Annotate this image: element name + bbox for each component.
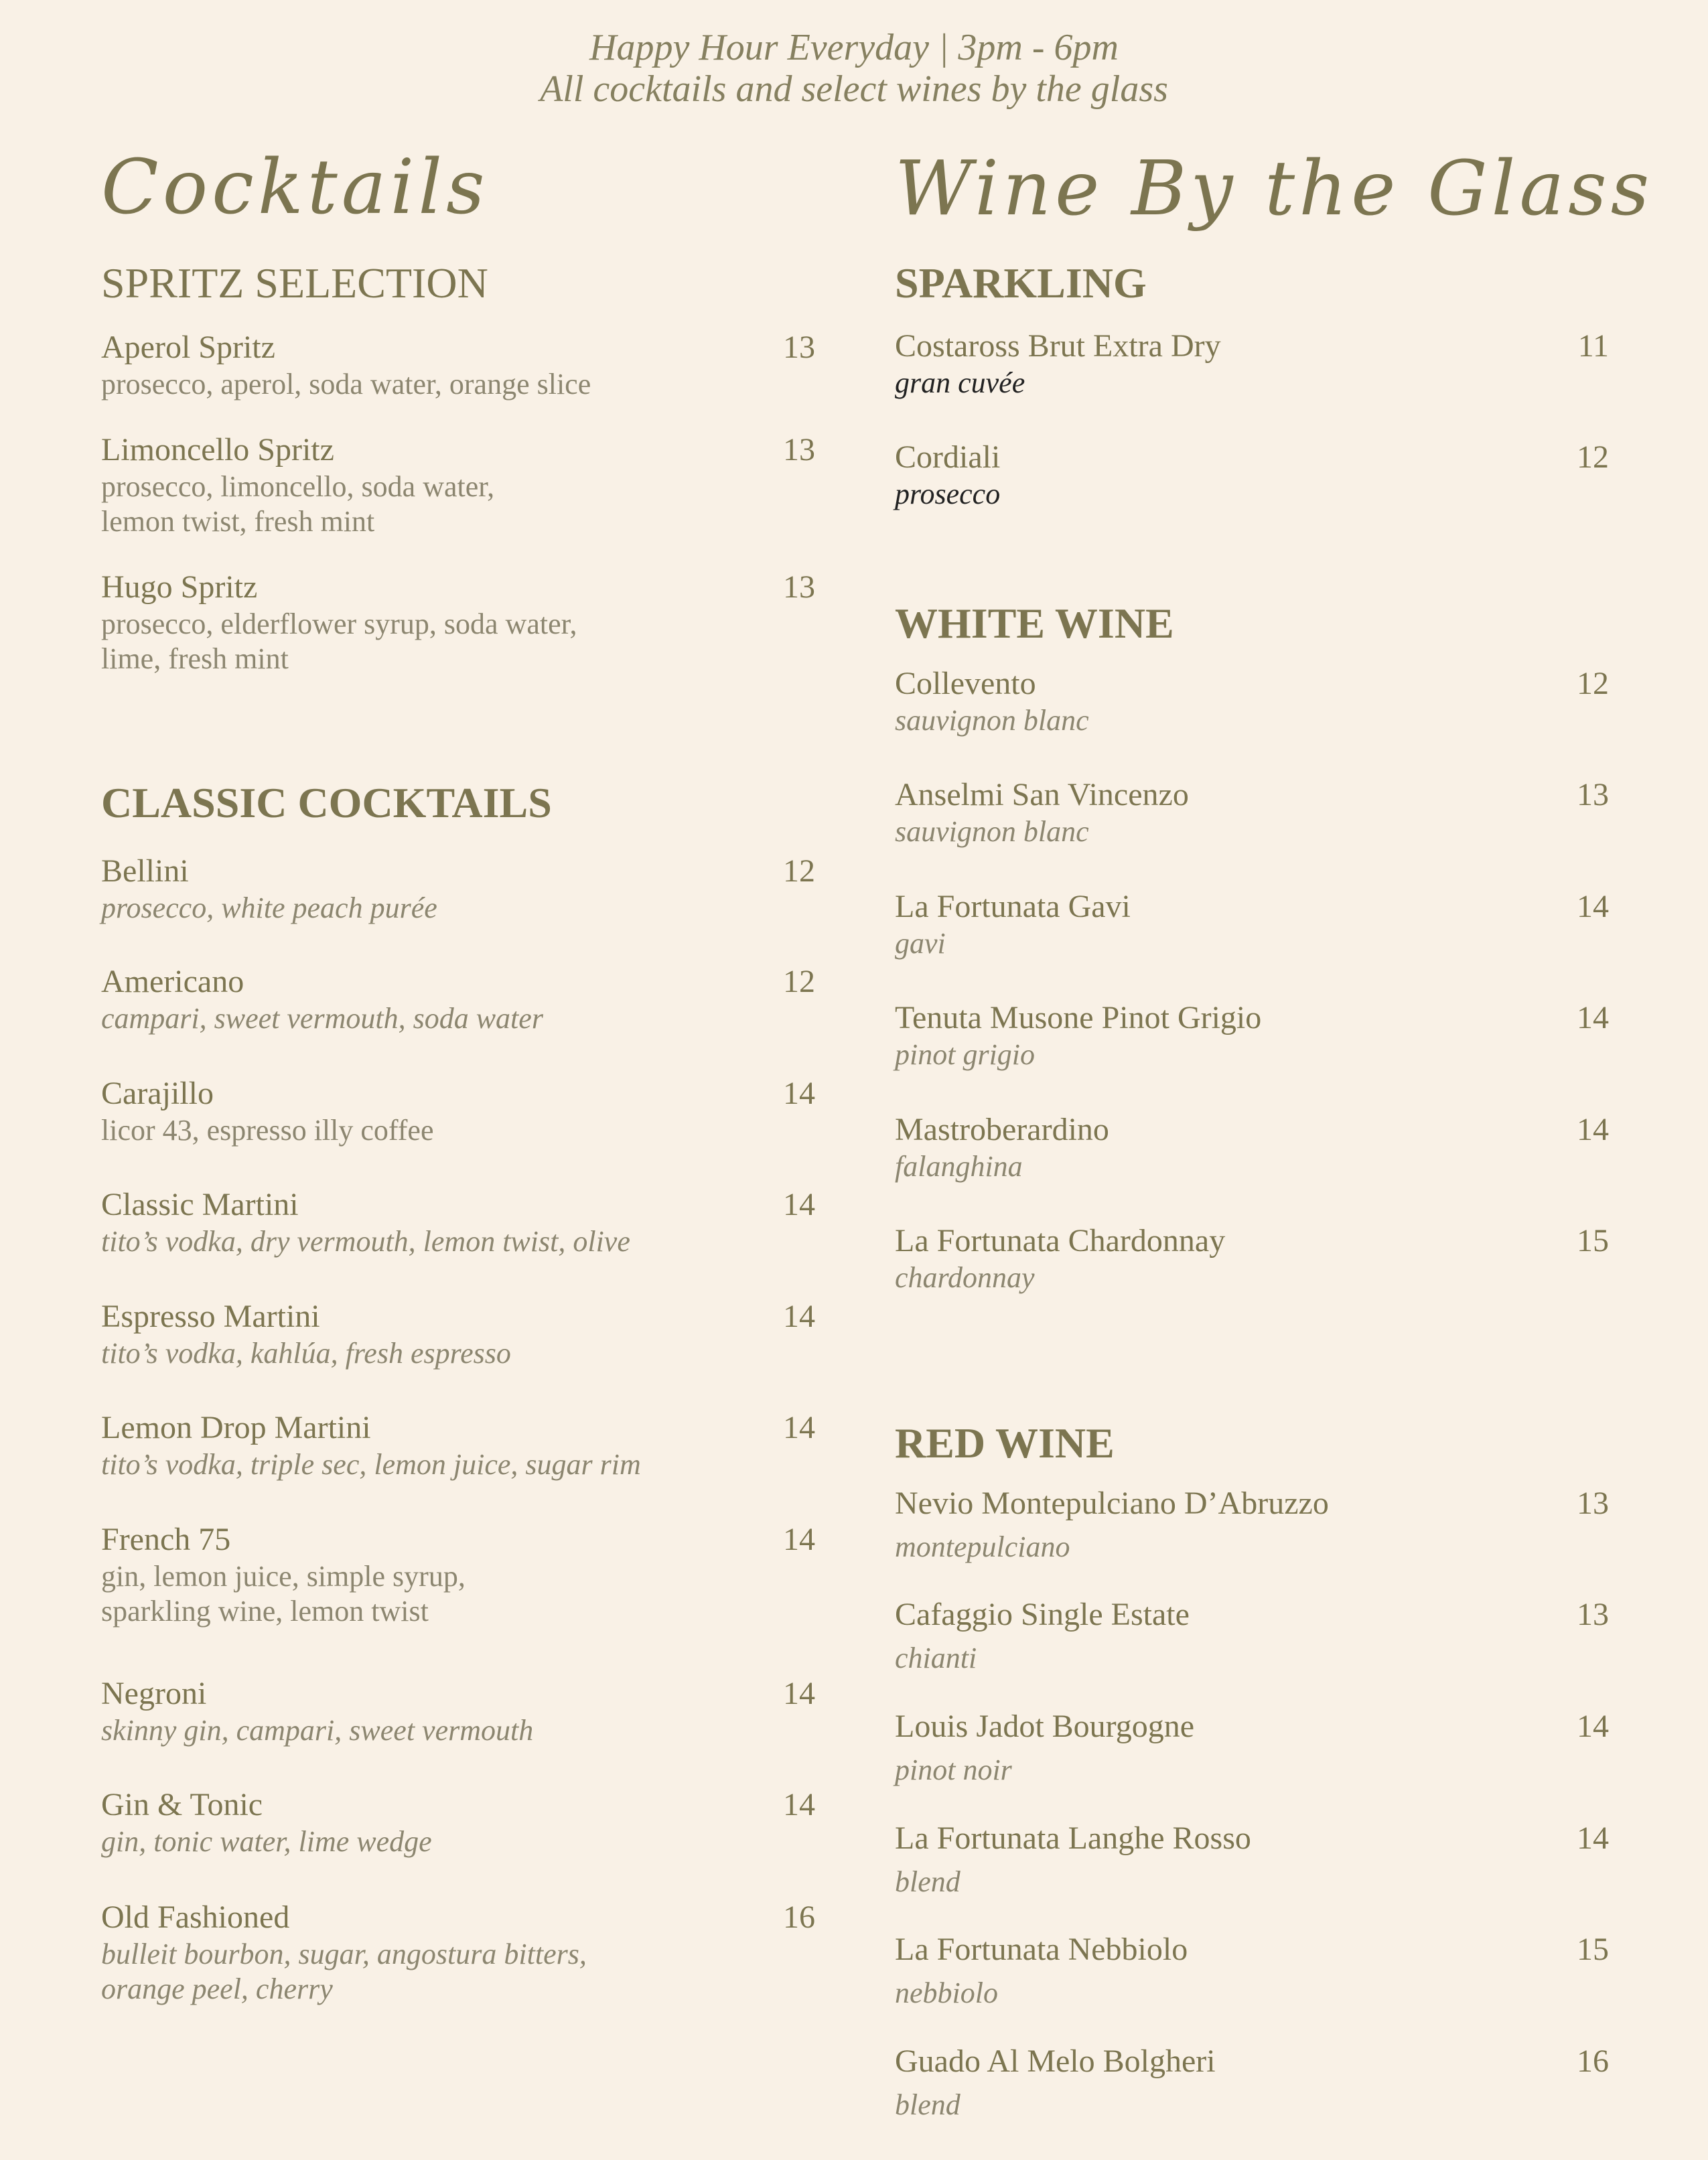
item-desc: tito’s vodka, dry vermouth, lemon twist, olive	[101, 1225, 630, 1258]
item-desc: tito’s vodka, triple sec, lemon juice, sugar rim	[101, 1448, 641, 1481]
item-price: 14	[1577, 1000, 1609, 1035]
item-desc: bulleit bourbon, sugar, angostura bitters, orange peel, cherry	[101, 1938, 587, 2005]
spritz-heading: SPRITZ SELECTION	[101, 259, 488, 307]
item-price: 14	[1577, 1709, 1609, 1744]
item-price: 15	[1577, 1932, 1609, 1967]
item-name: Hugo Spritz	[101, 569, 258, 605]
item-price: 16	[1577, 2043, 1609, 2079]
item-desc: pinot noir	[895, 1753, 1012, 1786]
menu-item	[895, 438, 1609, 512]
item-desc: gin, lemon juice, simple syrup, sparkling wine, lemon twist	[101, 1560, 466, 1628]
item-price: 14	[783, 1410, 815, 1445]
item-name: Limoncello Spritz	[101, 432, 334, 467]
item-desc: sauvignon blanc	[895, 815, 1089, 848]
item-name: Gin & Tonic	[101, 1787, 263, 1822]
item-desc: prosecco, aperol, soda water, orange slice	[101, 368, 591, 401]
item-price: 14	[1577, 889, 1609, 924]
item-name: Mastroberardino	[895, 1112, 1109, 1147]
menu-item	[895, 664, 1609, 738]
menu-item	[101, 568, 815, 676]
item-price: 14	[783, 1676, 815, 1711]
menu-item	[101, 1898, 815, 2007]
item-name: French 75	[101, 1522, 231, 1557]
item-price: 14	[1577, 1820, 1609, 1856]
menu-item	[101, 328, 815, 402]
item-price: 14	[783, 1522, 815, 1557]
item-desc: nebbiolo	[895, 1976, 998, 2009]
item-price: 14	[783, 1299, 815, 1334]
menu-item	[895, 1222, 1609, 1295]
item-name: Collevento	[895, 666, 1036, 701]
menu-item	[895, 1110, 1609, 1184]
item-name: Bellini	[101, 853, 189, 889]
item-desc: tito’s vodka, kahlúa, fresh espresso	[101, 1337, 511, 1370]
item-desc: falanghina	[895, 1150, 1023, 1183]
item-name: La Fortunata Langhe Rosso	[895, 1820, 1251, 1856]
item-desc: prosecco	[895, 478, 1001, 510]
item-name: Nevio Montepulciano D’Abruzzo	[895, 1486, 1329, 1521]
item-desc: sauvignon blanc	[895, 704, 1089, 737]
item-name: Aperol Spritz	[101, 330, 275, 365]
item-price: 13	[1577, 1486, 1609, 1521]
menu-item	[895, 2042, 1609, 2122]
item-price: 14	[783, 1076, 815, 1111]
item-name: Old Fashioned	[101, 1899, 290, 1935]
wine-title: Wine By the Glass	[895, 145, 1654, 232]
menu-item	[101, 1185, 815, 1259]
item-price: 15	[1577, 1223, 1609, 1258]
item-desc: skinny gin, campari, sweet vermouth	[101, 1714, 534, 1747]
item-desc: chianti	[895, 1642, 977, 1674]
item-price: 13	[783, 569, 815, 605]
red-wine-heading: RED WINE	[895, 1419, 1115, 1467]
item-desc: prosecco, limoncello, soda water, lemon twist, fresh mint	[101, 470, 495, 538]
classic-heading: CLASSIC COCKTAILS	[101, 779, 552, 826]
menu-item	[101, 1520, 815, 1629]
item-desc: blend	[895, 2088, 960, 2121]
item-price: 13	[1577, 777, 1609, 812]
menu-item	[895, 776, 1609, 849]
item-name: Cordiali	[895, 439, 1001, 475]
item-name: Carajillo	[101, 1076, 214, 1111]
item-price: 11	[1577, 328, 1609, 364]
item-desc: campari, sweet vermouth, soda water	[101, 1002, 543, 1035]
item-desc: gavi	[895, 927, 946, 960]
menu-item	[101, 1074, 815, 1148]
item-name: Cafaggio Single Estate	[895, 1597, 1190, 1632]
sparkling-heading: SPARKLING	[895, 259, 1147, 307]
item-price: 12	[783, 853, 815, 889]
item-name: Espresso Martini	[101, 1299, 320, 1334]
item-price: 12	[783, 964, 815, 999]
menu-item	[895, 1930, 1609, 2011]
item-name: La Fortunata Gavi	[895, 889, 1131, 924]
item-desc: licor 43, espresso illy coffee	[101, 1114, 434, 1147]
item-price: 12	[1577, 439, 1609, 475]
item-desc: prosecco, white peach purée	[101, 891, 437, 924]
menu-item	[101, 852, 815, 926]
menu-item	[895, 1819, 1609, 1899]
menu-item	[101, 1409, 815, 1482]
happy-hour-line: Happy Hour Everyday | 3pm - 6pm	[589, 27, 1119, 68]
item-price: 13	[783, 432, 815, 467]
item-name: Tenuta Musone Pinot Grigio	[895, 1000, 1262, 1035]
cocktails-title: Cocktails	[101, 144, 489, 231]
item-price: 14	[783, 1787, 815, 1822]
menu-item	[101, 1674, 815, 1748]
happy-hour-subline: All cocktails and select wines by the glass	[540, 68, 1168, 110]
item-desc: gran cuvée	[895, 366, 1025, 399]
menu-item	[895, 887, 1609, 961]
item-name: Guado Al Melo Bolgheri	[895, 2043, 1216, 2079]
item-name: Anselmi San Vincenzo	[895, 777, 1189, 812]
item-name: La Fortunata Nebbiolo	[895, 1932, 1188, 1967]
item-desc: chardonnay	[895, 1261, 1035, 1294]
item-desc: montepulciano	[895, 1530, 1070, 1563]
menu-item	[895, 1595, 1609, 1676]
menu-item	[101, 1786, 815, 1859]
item-name: Costaross Brut Extra Dry	[895, 328, 1221, 364]
item-price: 16	[783, 1899, 815, 1935]
item-name: Classic Martini	[101, 1187, 299, 1222]
menu-item	[101, 431, 815, 539]
menu-item	[895, 1484, 1609, 1565]
item-name: La Fortunata Chardonnay	[895, 1223, 1226, 1258]
item-price: 14	[1577, 1112, 1609, 1147]
menu-item	[895, 1707, 1609, 1788]
item-name: Americano	[101, 964, 244, 999]
white-wine-heading: WHITE WINE	[895, 599, 1174, 647]
item-name: Louis Jadot Bourgogne	[895, 1709, 1195, 1744]
item-price: 13	[783, 330, 815, 365]
menu-item	[895, 327, 1609, 401]
item-price: 14	[783, 1187, 815, 1222]
item-name: Negroni	[101, 1676, 207, 1711]
page-header	[0, 27, 1708, 110]
item-price: 13	[1577, 1597, 1609, 1632]
item-price: 12	[1577, 666, 1609, 701]
menu-item	[101, 962, 815, 1036]
item-desc: prosecco, elderflower syrup, soda water, lime, fresh mint	[101, 607, 577, 675]
item-desc: blend	[895, 1865, 960, 1898]
item-desc: pinot grigio	[895, 1038, 1036, 1071]
item-desc: gin, tonic water, lime wedge	[101, 1825, 432, 1858]
menu-item	[101, 1297, 815, 1371]
item-name: Lemon Drop Martini	[101, 1410, 371, 1445]
menu-item	[895, 999, 1609, 1072]
